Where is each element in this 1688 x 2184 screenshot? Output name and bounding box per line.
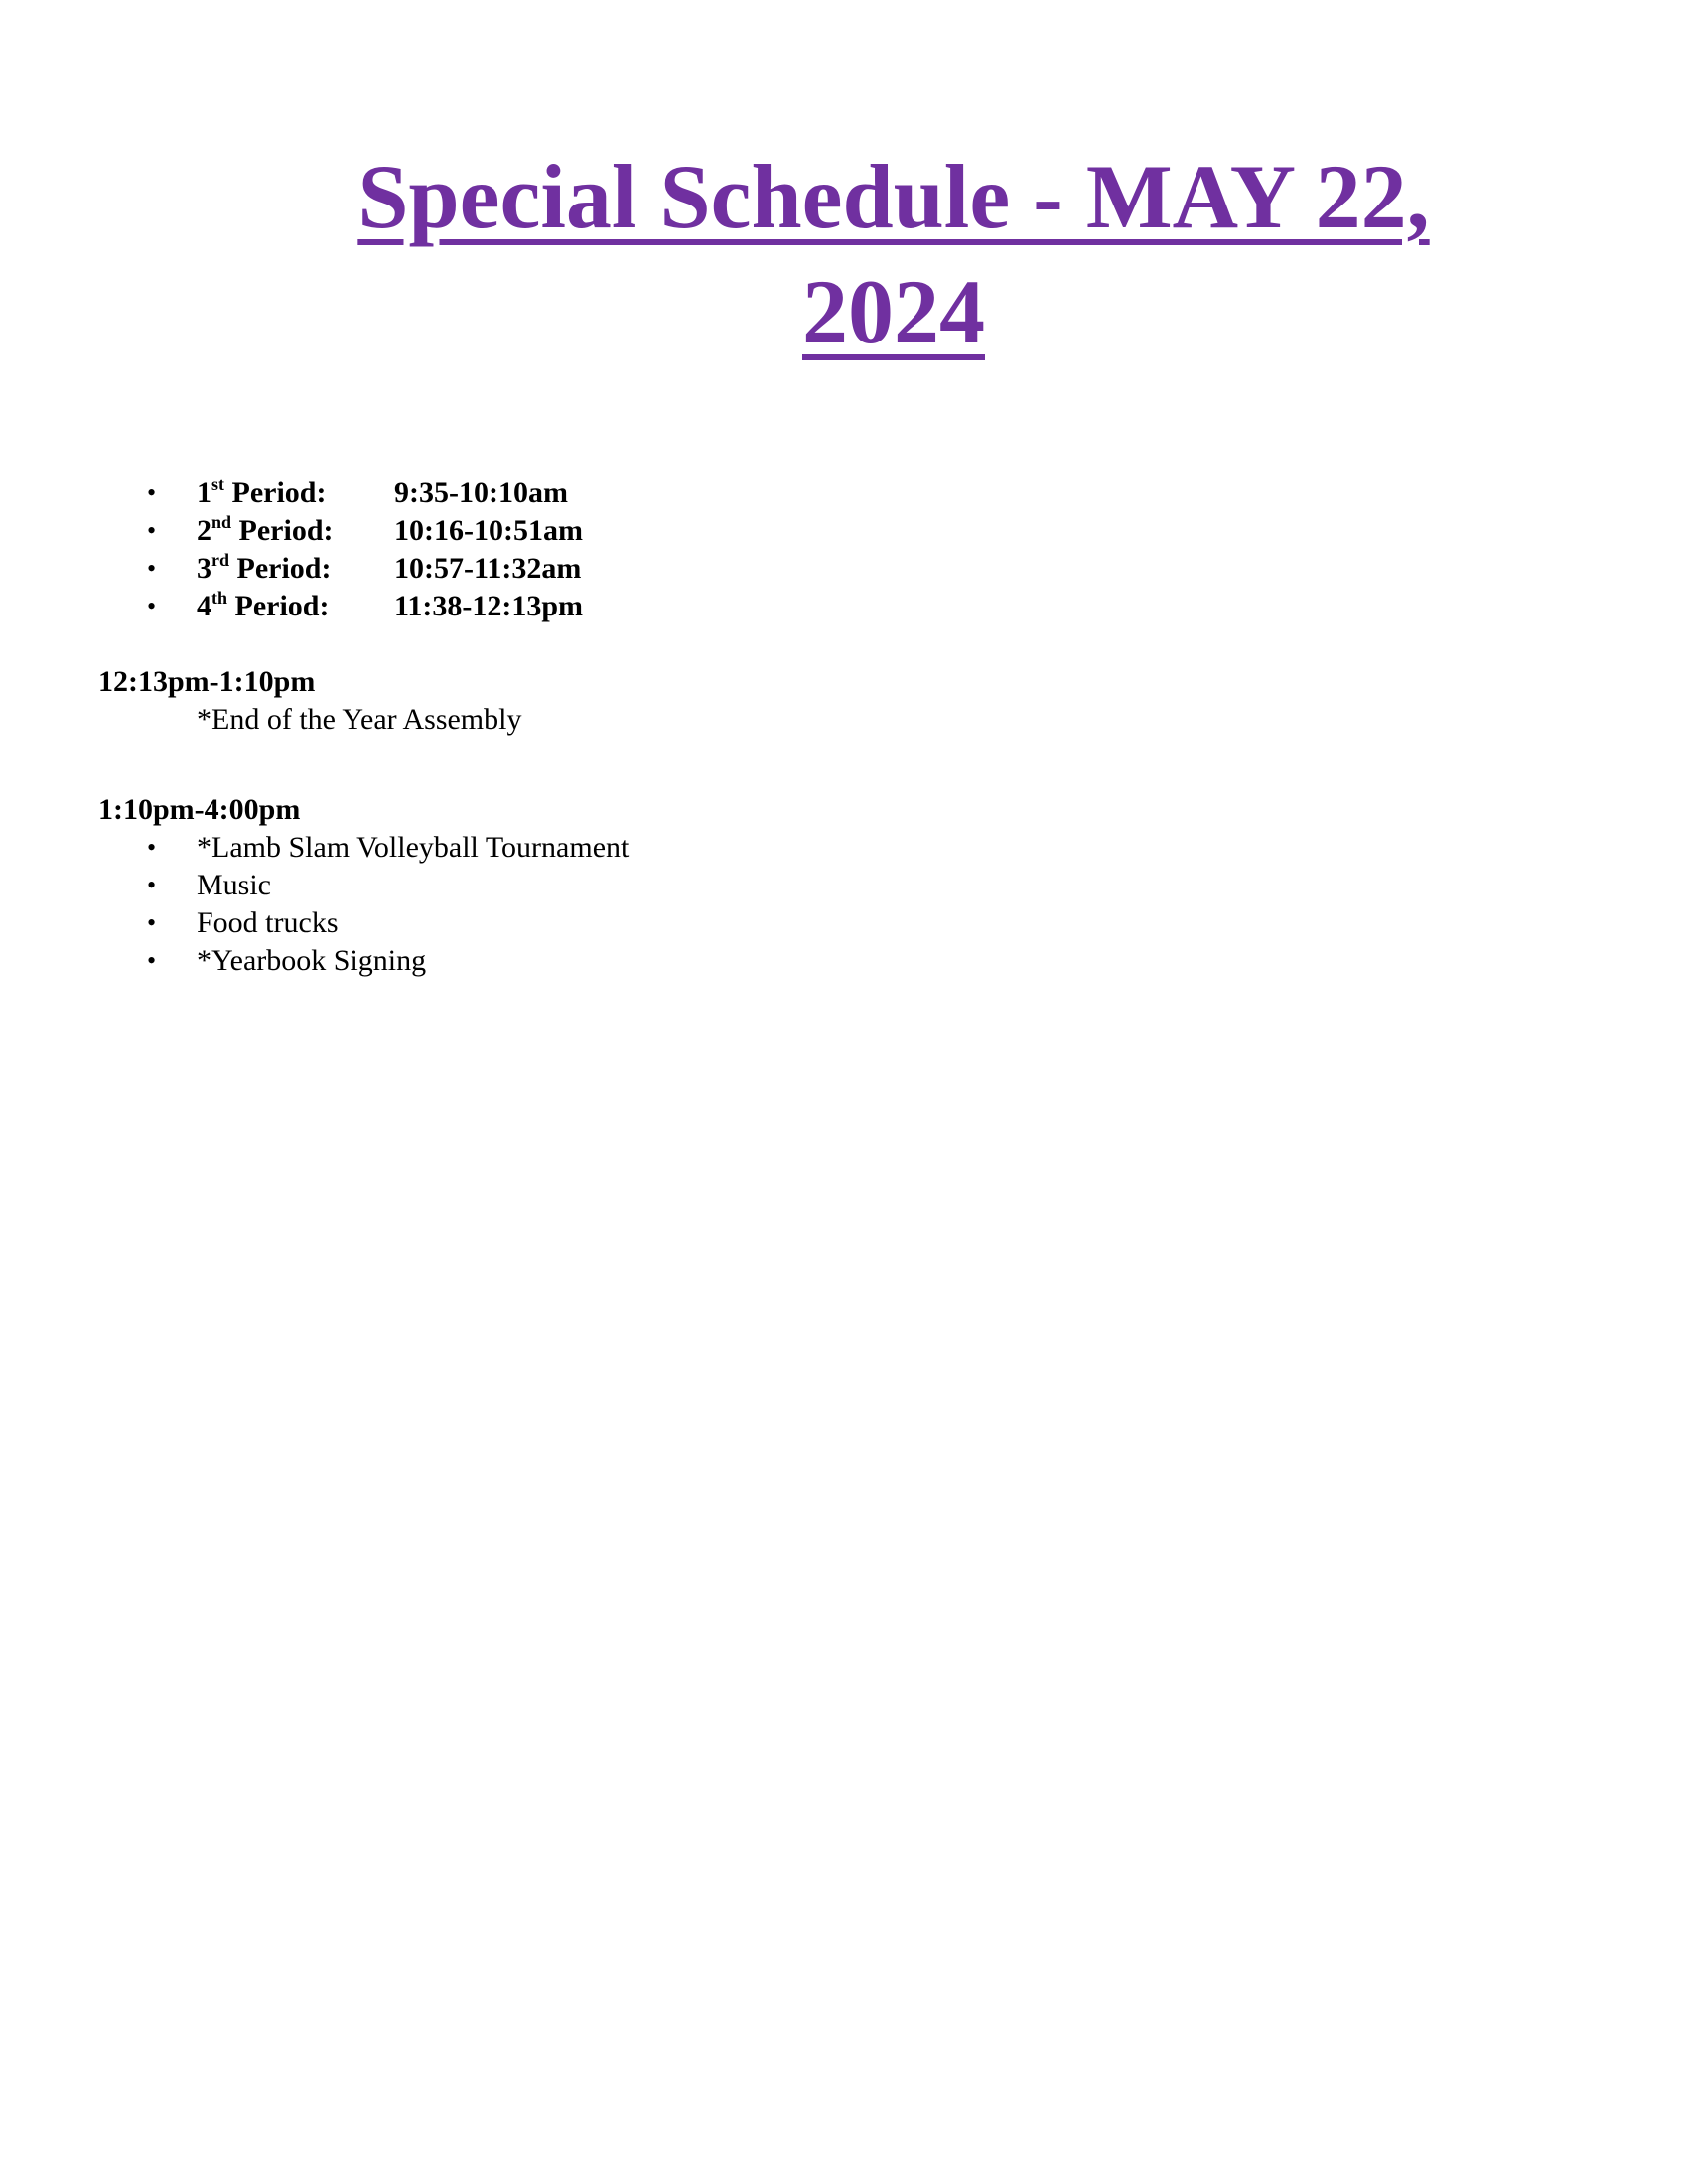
bullet-icon: • xyxy=(147,871,157,899)
period-time: 10:57-11:32am xyxy=(394,552,582,585)
bullet-icon: • xyxy=(147,833,157,862)
activity-label: Food trucks xyxy=(197,906,339,939)
activity-label: *Lamb Slam Volleyball Tournament xyxy=(197,831,630,864)
period-label: 4th Period: xyxy=(197,588,330,622)
period-time: 10:16-10:51am xyxy=(394,514,583,547)
bullet-icon: • xyxy=(147,908,157,937)
bullet-icon: • xyxy=(147,592,157,620)
bullet-icon: • xyxy=(147,478,157,507)
assembly-note: *End of the Year Assembly xyxy=(197,703,522,736)
title-line-1: Special Schedule - MAY 22, xyxy=(357,146,1430,247)
activity-label: Music xyxy=(197,869,271,901)
page-title xyxy=(0,139,1688,369)
activity-label: *Yearbook Signing xyxy=(197,944,427,977)
assembly-time-heading: 12:13pm-1:10pm xyxy=(98,665,316,698)
bullet-icon: • xyxy=(147,516,157,545)
period-label: 1st Period: xyxy=(197,475,327,509)
title-line-2: 2024 xyxy=(802,261,985,362)
period-label: 2nd Period: xyxy=(197,512,334,547)
period-time: 9:35-10:10am xyxy=(394,477,568,509)
bullet-icon: • xyxy=(147,946,157,975)
period-label: 3rd Period: xyxy=(197,550,332,585)
afternoon-time-heading: 1:10pm-4:00pm xyxy=(98,793,301,826)
period-time: 11:38-12:13pm xyxy=(394,590,583,622)
bullet-icon: • xyxy=(147,554,157,583)
